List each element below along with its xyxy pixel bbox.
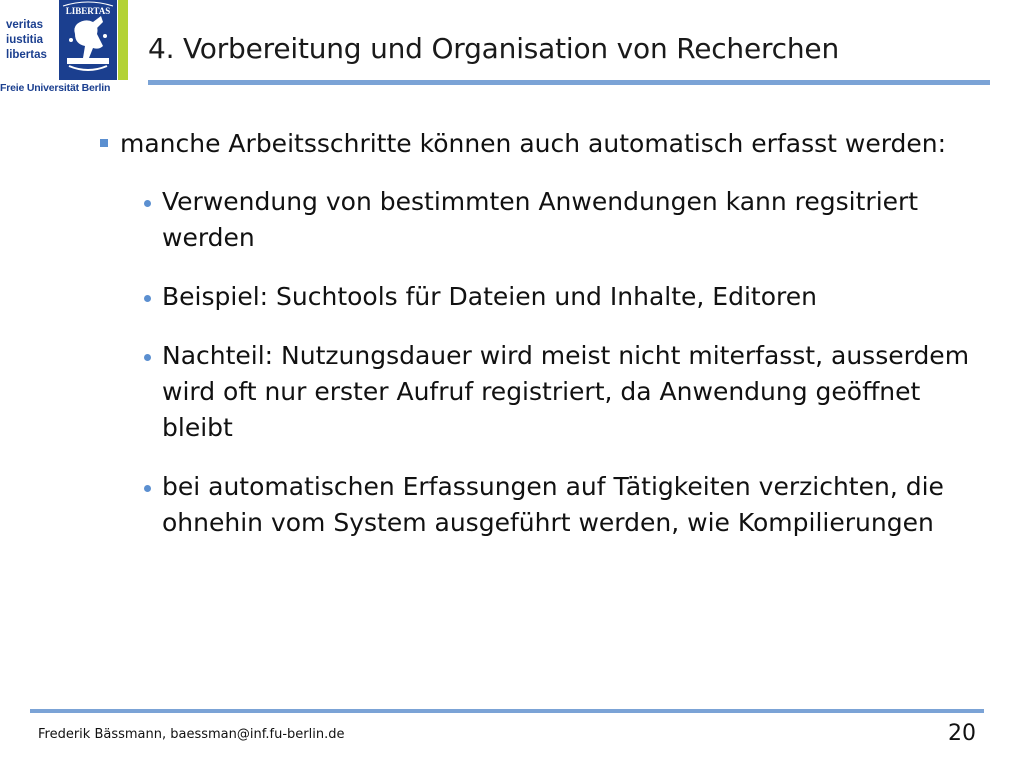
round-bullet-icon (144, 485, 151, 492)
logo-word-libertas: libertas (6, 49, 47, 61)
logo-word-iustitia: iustitia (6, 34, 44, 46)
page-number: 20 (948, 721, 976, 746)
logo-university-name: Freie Universität Berlin (0, 82, 111, 94)
subbullet-3 (142, 338, 980, 446)
subbullet-text: Beispiel: Suchtools für Dateien und Inhalte, Editoren (162, 282, 817, 311)
subbullet-text: Verwendung von bestimmten Anwendungen kann regsitriert werden (162, 187, 919, 252)
bullet-main-text: manche Arbeitsschritte können auch automatisch erfasst werden: (120, 129, 947, 158)
slide-title: 4. Vorbereitung und Organisation von Recherchen (148, 32, 839, 65)
logo-green-stripe (118, 0, 128, 80)
logo-word-veritas: veritas (6, 19, 44, 31)
seal-icon (59, 0, 117, 80)
round-bullet-icon (144, 295, 151, 302)
square-bullet-icon (100, 139, 108, 147)
footer-divider (30, 709, 984, 713)
subbullet-4 (142, 469, 980, 541)
subbullet-1 (142, 184, 980, 256)
svg-text:LIBERTAS: LIBERTAS (65, 6, 111, 16)
round-bullet-icon (144, 354, 151, 361)
footer-author: Frederik Bässmann, baessman@inf.fu-berlin.de (38, 727, 345, 742)
title-divider (148, 80, 990, 85)
subbullet-text: Nachteil: Nutzungsdauer wird meist nicht miterfasst, ausserdem wird oft nur erster Aufruf registriert, da Anwendung geöffnet bleibt (162, 341, 970, 442)
round-bullet-icon (144, 200, 151, 207)
bullet-main (100, 126, 980, 162)
subbullet-2 (142, 279, 980, 315)
logo-motto (6, 18, 47, 63)
slide-content (100, 126, 980, 564)
university-logo (0, 0, 128, 100)
subbullet-text: bei automatischen Erfassungen auf Tätigkeiten verzichten, die ohnehin vom System ausgeführt werden, wie Kompilierungen (162, 472, 944, 537)
